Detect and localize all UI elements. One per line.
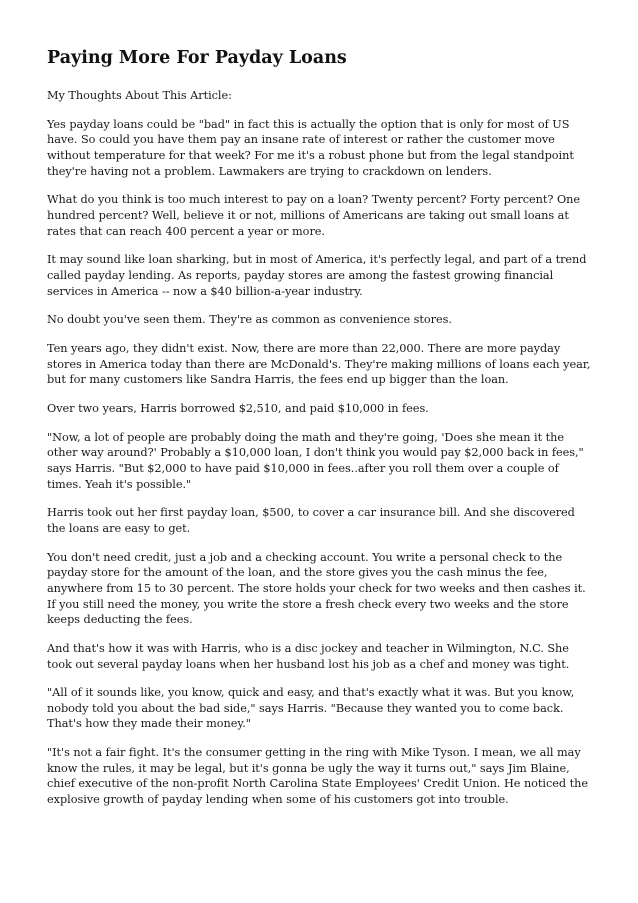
paragraph: And that's how it was with Harris, who is a disc jockey and teacher in Wilmington, N.C. She took out several payday loans when her husband lost his job as a chef and money was tight. xyxy=(47,641,570,671)
paragraph: Yes payday loans could be "bad" in fact this is actually the option that is only for most of US have. So could you have them pay an insane rate of interest or rather the customer move without temperature for that week? For me it's a robust phone but from the legal standpoint they're having not a problem. Lawmakers are trying to crackdown on lenders. xyxy=(47,117,574,178)
paragraph: You don't need credit, just a job and a checking account. You write a personal check to the payday store for the amount of the loan, and the store gives you the cash minus the fee, anywhere from 15 to 30 percent. The store holds your check for two weeks and then cashes it. If you still need the money, you write the store a fresh check every two weeks and the store keeps deducting the fees. xyxy=(47,550,586,627)
document-title: Paying More For Payday Loans xyxy=(47,48,347,68)
paragraph-intro-heading: My Thoughts About This Article: xyxy=(47,89,232,102)
paragraph: It may sound like loan sharking, but in most of America, it's perfectly legal, and part of a trend called payday lending. As reports, payday stores are among the fastest growing financial services in America -- now a $40 billion-a-year industry. xyxy=(47,253,587,298)
paragraph: No doubt you've seen them. They're as common as convenience stores. xyxy=(47,313,452,327)
paragraph: "It's not a fair fight. It's the consumer getting in the ring with Mike Tyson. I mean, we all may know the rules, it may be legal, but it's gonna be ugly the way it turns out," says Jim Blaine, chief executive of the non-profit North Carolina State Employees' Credit Union. He noticed the explosive growth of payday lending when some of his customers got into trouble. xyxy=(47,746,588,807)
document-page xyxy=(47,46,595,821)
paragraph: Harris took out her first payday loan, $500, to cover a car insurance bill. And she discovered the loans are easy to get. xyxy=(47,506,575,535)
paragraph: What do you think is too much interest to pay on a loan? Twenty percent? Forty percent? One hundred percent? Well, believe it or not, millions of Americans are taking out small loans at rates that can reach 400 percent a year or more. xyxy=(47,193,581,238)
paragraph: Over two years, Harris borrowed $2,510, and paid $10,000 in fees. xyxy=(47,402,429,416)
paragraph: "All of it sounds like, you know, quick and easy, and that's exactly what it was. But you know, nobody told you about the bad side," says Harris. "Because they wanted you to come back. That's how they made their money." xyxy=(47,686,575,731)
paragraph: "Now, a lot of people are probably doing the math and they're going, 'Does she mean it the other way around?' Probably a $10,000 loan, I don't think you would pay $2,000 back in fees," says Harris. "But $2,000 to have paid $10,000 in fees..after you roll them over a couple of times. Yeah it's possible." xyxy=(47,430,584,491)
paragraph: Ten years ago, they didn't exist. Now, there are more than 22,000. There are more payday stores in America today than there are McDonald's. They're making millions of loans each year, but for many customers like Sandra Harris, the fees end up bigger than the loan. xyxy=(47,342,591,387)
